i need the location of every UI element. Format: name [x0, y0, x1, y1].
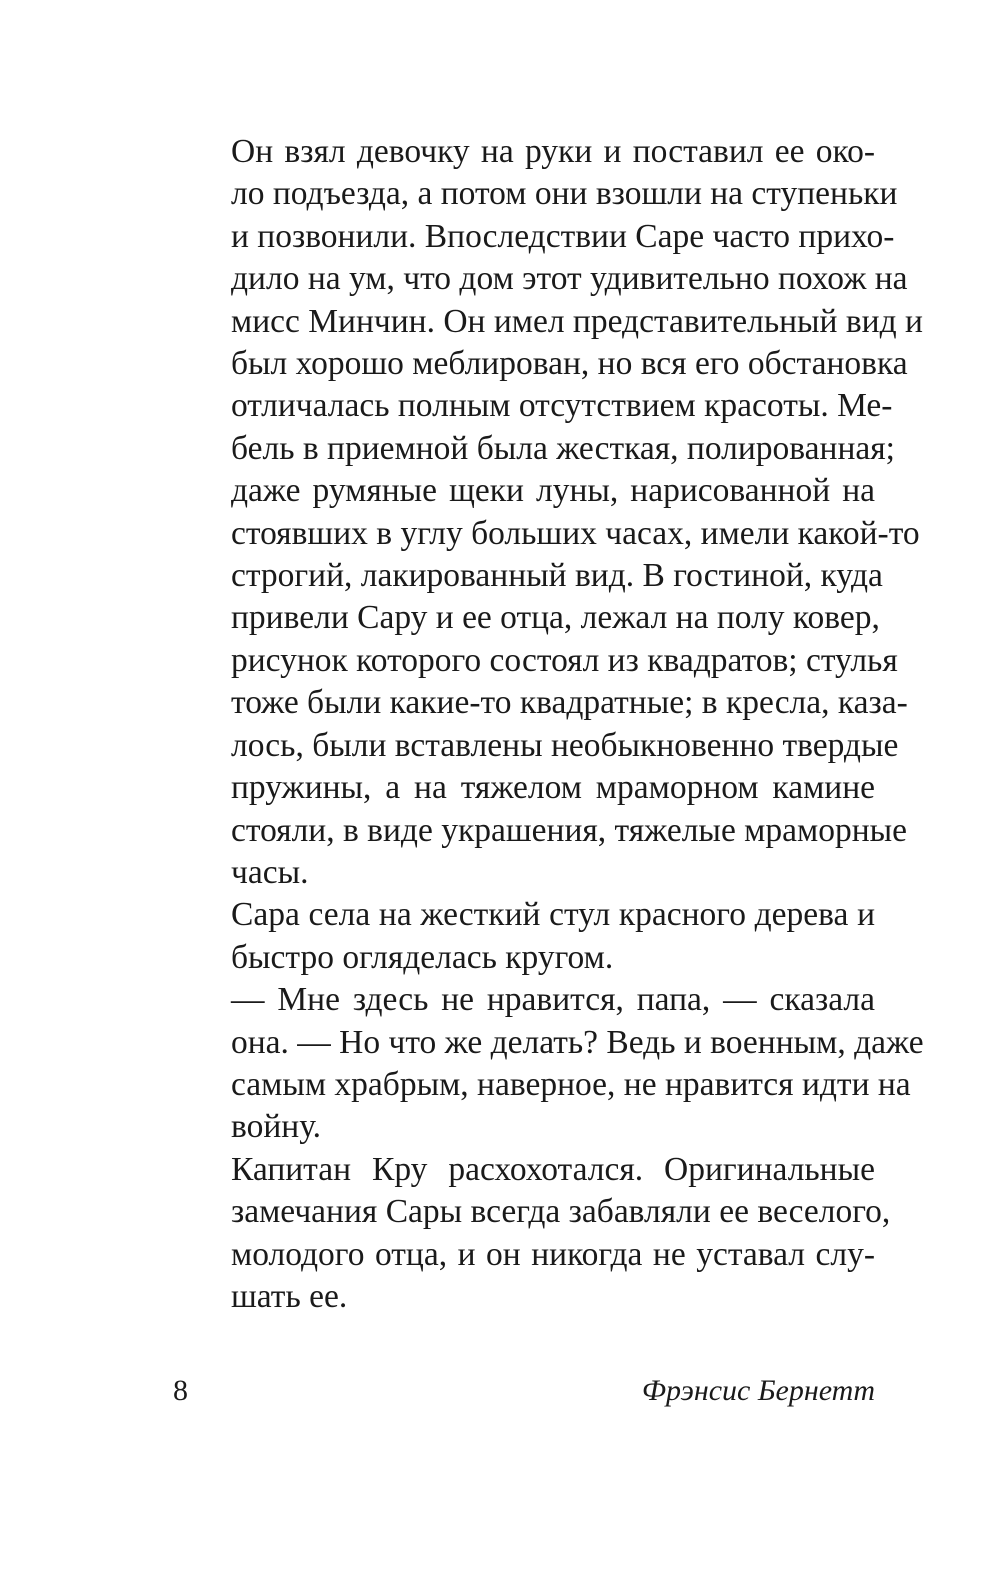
running-author: Фрэнсис Бернетт [641, 1374, 875, 1407]
text-line: стоявших в углу больших часах, имели какой-то [231, 514, 920, 552]
text-line: Он взял девочку на руки и поставил ее око- [231, 133, 875, 170]
text-line: лось, были вставлены необыкновенно твердые [231, 726, 899, 764]
text-line: привели Сару и ее отца, лежал на полу ковер, [231, 599, 880, 637]
text-line: Сара села на жесткий стул красного дерева и [231, 896, 875, 934]
text-line: тоже были какие-то квадратные; в кресла, каза- [231, 684, 908, 722]
text-line: шать ее. [231, 1277, 348, 1315]
text-line: рисунок которого состоял из квадратов; стулья [231, 641, 898, 679]
text-line: мисс Минчин. Он имел представительный вид и [231, 302, 923, 340]
text-line: замечания Сары всегда забавляли ее веселого, [231, 1193, 891, 1231]
text-line: она. — Но что же делать? Ведь и военным, даже [231, 1023, 924, 1061]
text-line: стояли, в виде украшения, тяжелые мраморные [231, 811, 908, 849]
paragraph-3 [173, 979, 924, 1149]
text-line: войну. [231, 1108, 321, 1146]
page-footer [173, 1374, 875, 1414]
paragraph-2 [173, 894, 875, 979]
text-line: пружины, а на тяжелом мраморном камине [231, 769, 875, 807]
text-line: самым храбрым, наверное, не нравится идти на [231, 1065, 911, 1103]
text-line: молодого отца, и он никогда не уставал слу- [231, 1235, 875, 1273]
text-line: Капитан Кру расхохотался. Оригинальные [231, 1150, 875, 1188]
text-line: и позвонили. Впоследствии Саре часто прихо- [231, 217, 895, 255]
text-line: даже румяные щеки луны, нарисованной на [231, 472, 875, 510]
text-line: быстро огляделась кругом. [231, 938, 614, 976]
text-line: строгий, лакированный вид. В гостиной, куда [231, 557, 883, 595]
text-line: бель в приемной была жесткая, полированная; [231, 429, 895, 467]
body-text [173, 131, 924, 1318]
text-line: часы. [231, 853, 309, 891]
page-number: 8 [173, 1374, 188, 1407]
text-line: отличалась полным отсутствием красоты. Ме- [231, 387, 893, 425]
paragraph-4 [173, 1149, 891, 1319]
text-line: — Мне здесь не нравится, папа, — сказала [231, 981, 875, 1019]
text-line: дило на ум, что дом этот удивительно похож на [231, 260, 908, 298]
text-line: был хорошо меблирован, но вся его обстановка [231, 345, 908, 383]
paragraph-1 [173, 131, 923, 894]
text-line: ло подъезда, а потом они взошли на ступеньки [231, 175, 898, 213]
